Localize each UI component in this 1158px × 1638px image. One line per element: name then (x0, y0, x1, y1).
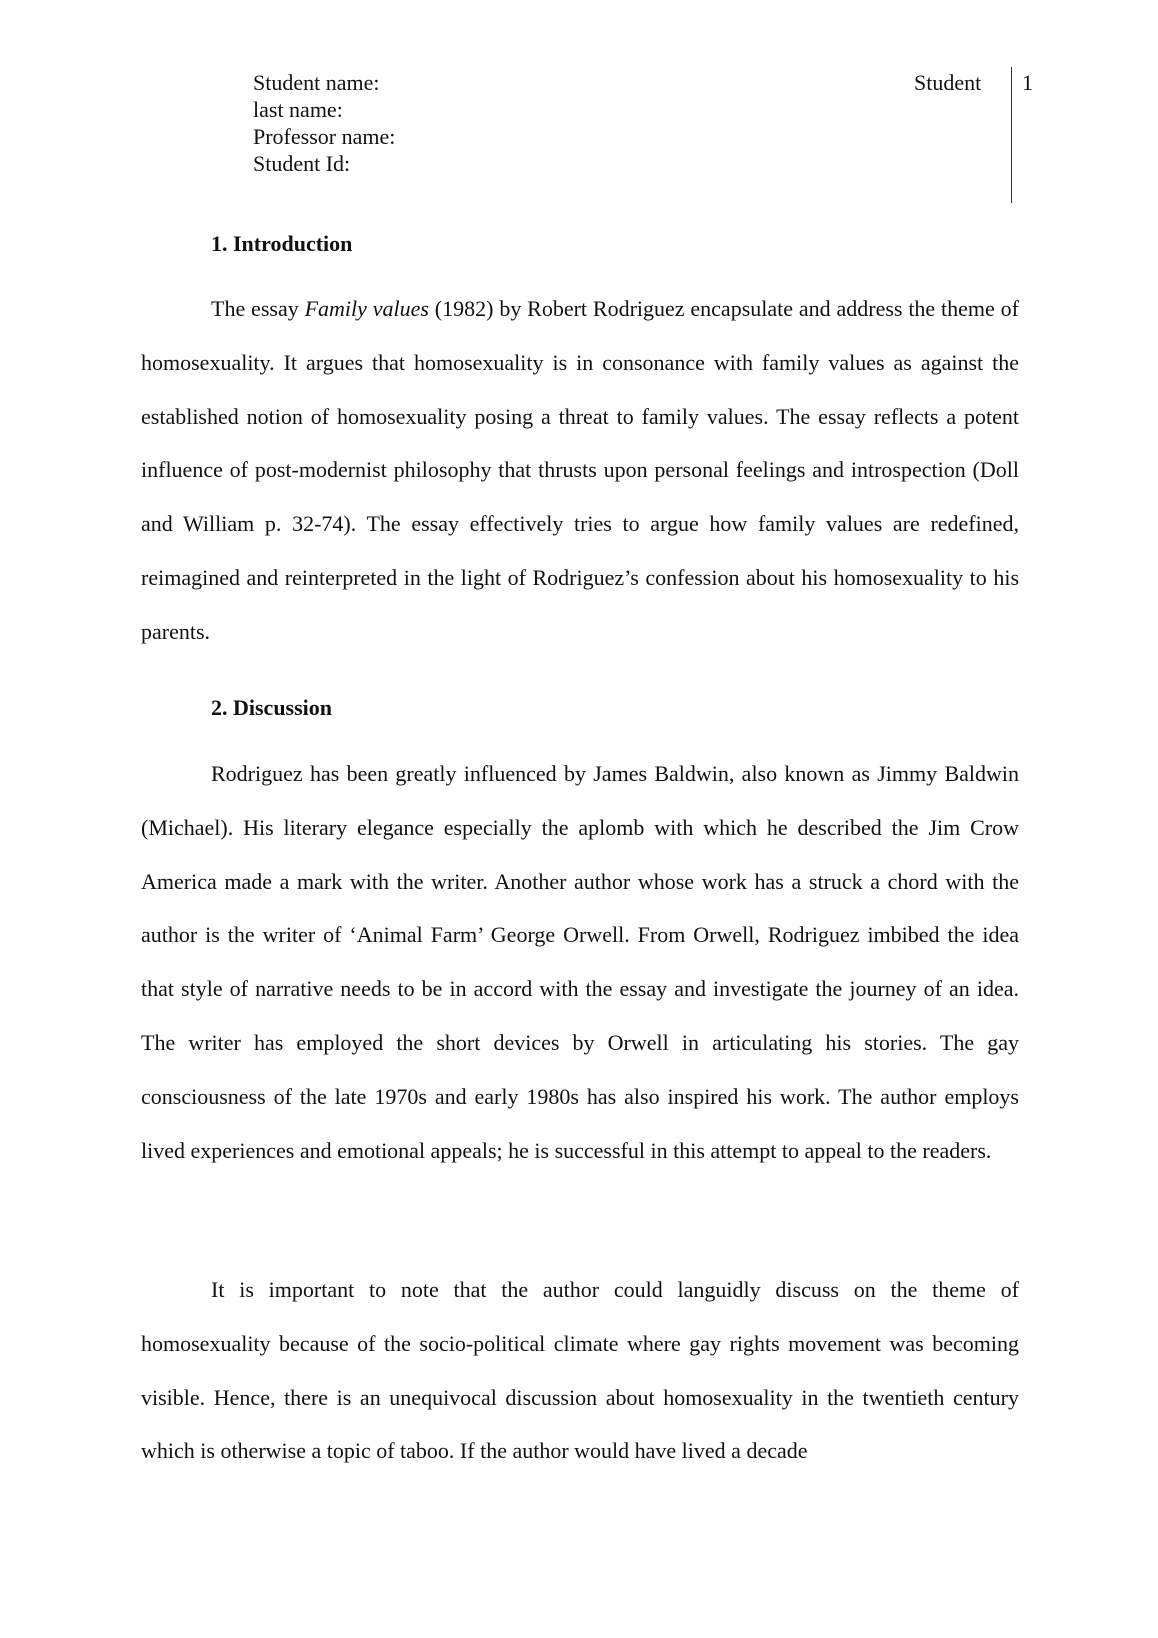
header-divider (1011, 67, 1012, 203)
introduction-heading: 1. Introduction (211, 231, 353, 256)
essay-title: Family values (304, 296, 429, 321)
discussion-heading: 2. Discussion (211, 695, 333, 720)
running-head: Student (914, 70, 982, 95)
intro-text-lead: The essay (211, 296, 305, 321)
last-name-label: last name: (253, 97, 343, 122)
student-info-block (253, 69, 395, 177)
introduction-paragraph (141, 282, 1019, 659)
intro-text-body: (1982) by Robert Rodriguez encapsulate and address the theme of homosexuality. It argues that homosexuality is in consonance with family values as against the established notion of homosexuality posing a threat to family values. The essay reflects a potent influence of post-modernist philosophy that thrusts upon personal feelings and introspection (Doll and William p. 32-74). The essay effectively tries to argue how family values are redefined, reimagined and reinterpreted in the light of Rodriguez’s confession about his homosexuality to his parents. (141, 296, 1019, 644)
page-number: 1 (1022, 70, 1033, 95)
professor-name-label: Professor name: (253, 124, 396, 149)
student-id-label: Student Id: (253, 151, 351, 176)
student-name-label: Student name: (253, 70, 380, 95)
discussion-paragraph-1: Rodriguez has been greatly influenced by James Baldwin, also known as Jimmy Baldwin (Michael). His literary elegance especially the aplomb with which he described the Jim Crow America made a mark with the writer. Another author whose work has a struck a chord with the author is the writer of ‘Animal Farm’ George Orwell. From Orwell, Rodriguez imbibed the idea that style of narrative needs to be in accord with the essay and investigate the journey of an idea. The writer has employed the short devices by Orwell in articulating his stories. The gay consciousness of the late 1970s and early 1980s has also inspired his work. The author employs lived experiences and emotional appeals; he is successful in this attempt to appeal to the readers. (141, 761, 1019, 1163)
discussion-paragraph-2: It is important to note that the author could languidly discuss on the theme of homosexuality because of the socio-political climate where gay rights movement was becoming visible. Hence, there is an unequivocal discussion about homosexuality in the twentieth century which is otherwise a topic of taboo. If the author would have lived a decade (141, 1277, 1019, 1464)
